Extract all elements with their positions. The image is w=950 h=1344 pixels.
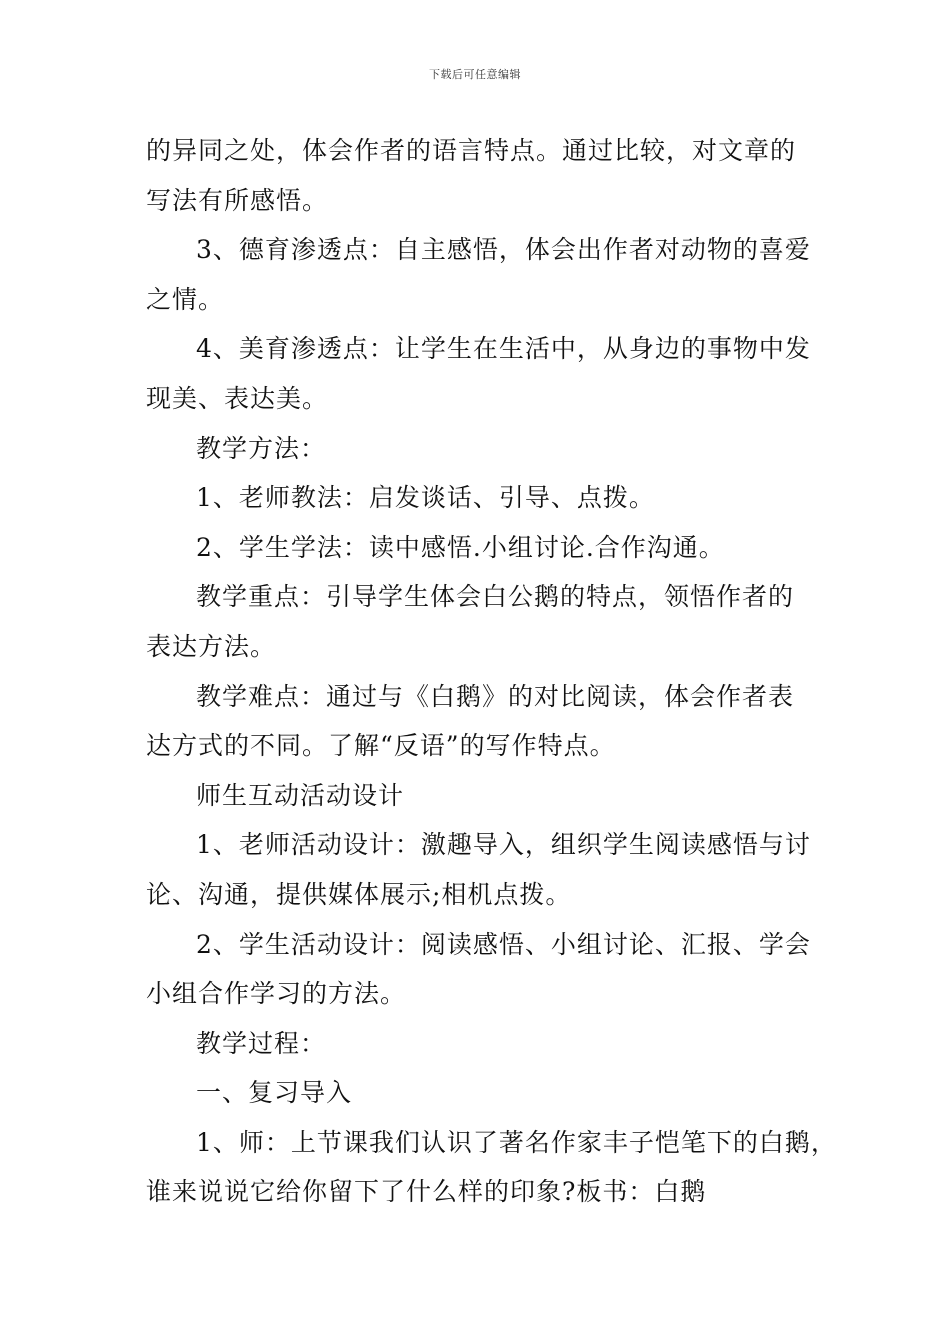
paragraph-line: 1、老师活动设计：激趣导入，组织学生阅读感悟与讨 [196, 830, 811, 860]
section-heading: 教学方法： [196, 433, 327, 463]
paragraph-line: 的异同之处，体会作者的语言特点。通过比较，对文章的 [146, 136, 797, 165]
section-heading: 教学过程： [196, 1028, 327, 1058]
paragraph-line: 1、老师教法：启发谈话、引导、点拨。 [196, 483, 655, 513]
paragraph-line: 达方式的不同。了解“反语”的写作特点。 [146, 731, 616, 761]
paragraph-line: 谁来说说它给你留下了什么样的印象?板书：白鹅 [146, 1177, 707, 1207]
section-heading: 师生互动活动设计 [196, 780, 405, 810]
paragraph-line: 2、学生活动设计：阅读感悟、小组讨论、汇报、学会 [196, 929, 811, 959]
paragraph-line: 3、德育渗透点：自主感悟，体会出作者对动物的喜爱 [196, 235, 811, 265]
paragraph-line: 1、师：上节课我们认识了著名作家丰子恺笔下的白鹅， [196, 1127, 837, 1157]
section-heading: 一、复习导入 [196, 1078, 353, 1108]
paragraph-line: 2、学生学法：读中感悟.小组讨论.合作沟通。 [196, 532, 725, 562]
paragraph-line: 之情。 [146, 284, 225, 314]
page-header: 下载后可任意编辑 [429, 68, 521, 81]
paragraph-line: 表达方法。 [146, 631, 277, 661]
paragraph-line: 论、沟通，提供媒体展示;相机点拨。 [146, 879, 572, 909]
paragraph-line: 小组合作学习的方法。 [146, 979, 407, 1009]
paragraph-line: 写法有所感悟。 [146, 185, 329, 215]
document-body [146, 126, 837, 1217]
paragraph-line: 教学难点：通过与《白鹅》的对比阅读，体会作者表 [196, 681, 795, 711]
paragraph-line: 4、美育渗透点：让学生在生活中，从身边的事物中发 [196, 334, 811, 364]
paragraph-line: 教学重点：引导学生体会白公鹅的特点，领悟作者的 [196, 582, 795, 612]
paragraph-line: 现美、表达美。 [146, 383, 329, 413]
